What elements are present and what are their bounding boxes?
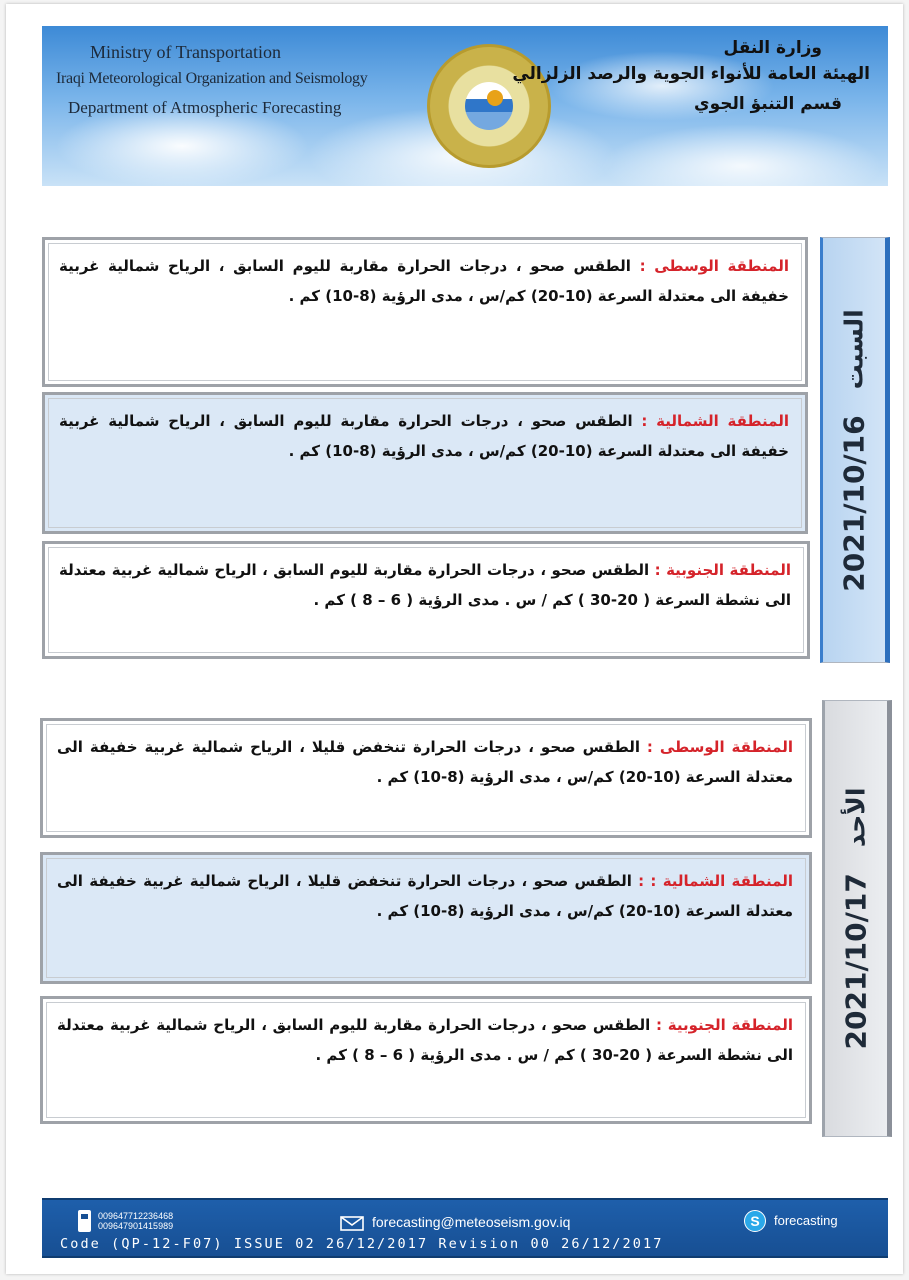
phone-numbers: [98, 1211, 173, 1231]
region-label: المنطقة الشمالية : :: [638, 872, 793, 890]
logo-emblem: [465, 82, 513, 130]
phone-icon: [78, 1210, 91, 1232]
forecast-text: الطقس صحو ، درجات الحرارة مقاربة لليوم السابق ، الرياح شمالية غربية خفيفة الى معتدلة السرعة (10-20) كم/س ، مدى الرؤية (8-10) كم .: [59, 257, 789, 305]
forecast-box-day1-north: [42, 392, 808, 534]
phone-number-1: 009647712236468: [98, 1211, 174, 1221]
forecast-text: الطقس صحو ، درجات الحرارة مقاربة لليوم السابق ، الرياح شمالية غربية خفيفة الى معتدلة السرعة (10-20) كم/س ، مدى الرؤية (8-10) كم .: [59, 412, 789, 460]
forecast-box-day1-central: [42, 237, 808, 387]
region-label: المنطقة الجنوبية :: [656, 1016, 793, 1034]
region-label: المنطقة الوسطى :: [646, 738, 793, 756]
date-bar-day1: [820, 237, 890, 663]
forecast-box-day2-central: [40, 718, 812, 838]
forecast-box-day1-south: [42, 541, 810, 659]
document-code-line: Code (QP-12-F07) ISSUE 02 26/12/2017 Revision 00 26/12/2017: [60, 1236, 664, 1252]
ministry-name-en: Ministry of Transportation: [90, 42, 282, 62]
department-name-en: Department of Atmospheric Forecasting: [68, 98, 342, 117]
department-name-ar: قسم التنبؤ الجوي: [694, 94, 842, 114]
forecast-text: الطقس صحو ، درجات الحرارة تنخفض قليلا ، الرياح شمالية غربية خفيفة الى معتدلة السرعة (10-20) كم/س ، مدى الرؤية (8-10) كم .: [57, 738, 793, 786]
sun-icon: [487, 90, 503, 106]
skype-handle[interactable]: forecasting: [774, 1213, 838, 1228]
forecast-text: الطقس صحو ، درجات الحرارة مقاربة لليوم السابق ، الرياح شمالية غربية معتدلة الى نشطة السرعة ( 20-30 ) كم / س . مدى الرؤية ( 6 – 8 ) كم .: [57, 1016, 793, 1064]
forecast-box-day2-north: [40, 852, 812, 984]
organization-logo: [427, 44, 551, 168]
email-link[interactable]: forecasting@meteoseism.gov.iq: [372, 1214, 571, 1230]
date-label: 2021/10/16: [837, 414, 871, 592]
skype-icon: S: [744, 1210, 766, 1232]
organization-name-ar: الهيئة العامة للأنواء الجوية والرصد الزلزالي: [512, 64, 870, 84]
day-label: السبت: [839, 308, 869, 389]
ministry-name-ar: وزارة النقل: [723, 38, 822, 58]
forecast-text: الطقس صحو ، درجات الحرارة مقاربة لليوم السابق ، الرياح شمالية غربية معتدلة الى نشطة السرعة ( 20-30 ) كم / س . مدى الرؤية ( 6 – 8 ) كم .: [59, 561, 791, 609]
forecast-box-day2-south: [40, 996, 812, 1124]
date-bar-day2: [822, 700, 892, 1137]
phone-number-2: 009647901415989: [98, 1221, 174, 1231]
region-label: المنطقة الشمالية :: [641, 412, 789, 430]
mail-icon: [340, 1216, 364, 1231]
footer-bar: [42, 1198, 888, 1258]
day-label: الأحد: [841, 787, 871, 848]
region-label: المنطقة الوسطى :: [639, 257, 789, 275]
region-label: المنطقة الجنوبية :: [654, 561, 791, 579]
forecast-text: الطقس صحو ، درجات الحرارة تنخفض قليلا ، الرياح شمالية غربية خفيفة الى معتدلة السرعة (10-20) كم/س ، مدى الرؤية (8-10) كم .: [57, 872, 793, 920]
header-banner: [42, 26, 888, 186]
organization-name-en: Iraqi Meteorological Organization and Seismology: [56, 70, 368, 87]
date-label: 2021/10/17: [839, 873, 873, 1050]
